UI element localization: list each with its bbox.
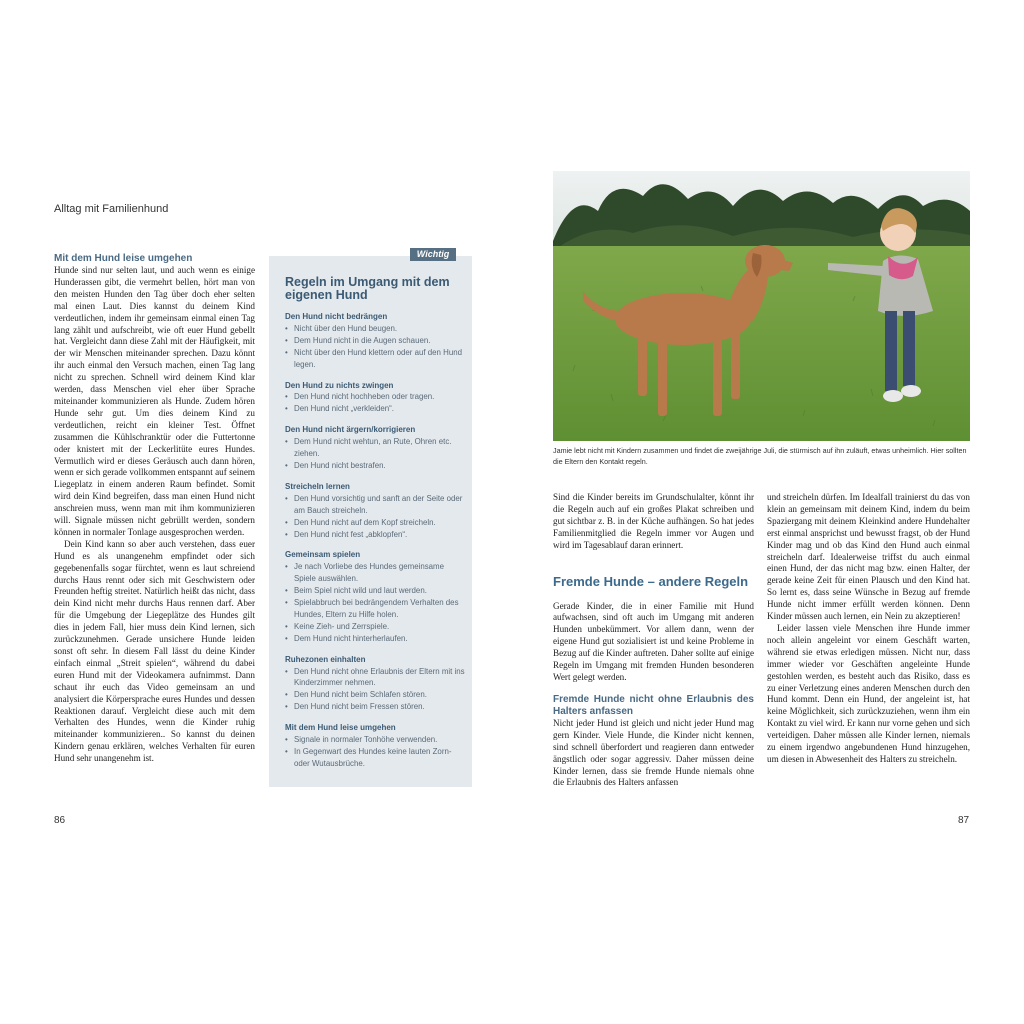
paragraph: Sind die Kinder bereits im Grundschulalter, könnt ihr die Regeln auch auf ein großes Plakat schreiben und gut sichtbar z. B. in der Küche aufhängen. So hat jedes Familienmitglied die Regeln immer vor Augen und wird im Tagesablauf daran erinnert.	[553, 492, 754, 550]
paragraph: Dein Kind kann so aber auch verstehen, dass euer Hund es als unangenehm empfindet oder sich gegebenenfalls sogar fürchtet, wenn es laut schreiend durchs Haus rennt oder sich mit Geschwistern oder Freunden heftig streitet. Natürlich heißt das nicht, dass dein Kind nicht mehr durchs Haus rennen darf. Aber für die Umgebung der Liegeplätze des Hundes gilt dies in jedem Fall, hier muss dein Kind lernen, sich zurückzunehmen. Gerade unsichere Hunde leiden sonst oft sehr. In diesem Fall lässt du deine Kinder einfach einmal „Streit spielen“, während du dabei euren Hund mit der Videokamera aufnimmst. Dann schaut ihr euch das Video gemeinsam an und analysiert die Körpersprache eures Hundes und dessen Reaktionen darauf. Vergleicht diese auch mit dem Verhalten des Hundes, wenn die Kinder ruhig miteinander kommunizieren.. So kannst du deinen Kindern genau erklären, welches Verhalten für euren Hund sehr unangenehm ist.	[54, 538, 255, 764]
right-column-2	[767, 492, 970, 766]
info-box-section-heading: Ruhezonen einhalten	[285, 654, 366, 664]
info-box-section-heading: Den Hund nicht ärgern/korrigieren	[285, 425, 416, 435]
info-box-list-item: • In Gegenwart des Hundes keine lauten Zorn- oder Wutausbrüche.	[285, 746, 465, 770]
photo-caption: Jamie lebt nicht mit Kindern zusammen und findet die zweijährige Juli, die stürmisch auf ihn zuläuft, etwas unheimlich. Hier sollten die Eltern den Kontakt regeln.	[553, 446, 967, 466]
paragraph: Nicht jeder Hund ist gleich und nicht jeder Hund mag gern Kinder. Viele Hunde, die Kinder nicht kennen, sind schnell überfordert und reagieren dann entweder ängstlich oder sogar aggressiv. Daher müssen deine Kinder lernen, dass sie fremde Hunde niemals ohne die Erlaubnis des Halters anfassen	[553, 717, 754, 788]
info-badge: Wichtig	[410, 248, 456, 261]
info-box-list	[285, 493, 465, 541]
paragraph: Gerade Kinder, die in einer Familie mit Hund aufwachsen, sind oft auch im Umgang mit anderen Hunden unbekümmert. Vor allem dann, wenn der eigene Hund gut sozialisiert ist und keine Probleme in Bezug auf die Kinder auftreten. Daher sollte auf einige Regeln im Umgang mit fremden Hunden besonderen Wert gelegt werden.	[553, 600, 754, 682]
paragraph: Leider lassen viele Menschen ihre Hunde immer noch allein angeleint vor einem Geschäft warten, während sie etwas erledigen müssen. Nicht nur, dass immer wieder vor Geschäften angeleinte Hunde gestohlen werden, es besteht auch das Risiko, dass es zu einer Verletzung eines anderen Menschen durch den Hund kommt. Denn ein Hund, der angeleint ist, hat keine Möglichkeit, sich zurückzuziehen, wenn ihm ein Kontakt zu viel wird. Er kann nur vorne gehen und sich verteidigen. Daher müssen alle Kinder lernen, niemals zu einem irgendwo angebundenen Hund hinzugehen, um diesen in Abwesenheit des Halters zu streicheln.	[767, 622, 970, 764]
info-box-list-item: • Spielabbruch bei bedrängendem Verhalten des Hundes, Eltern zu Hilfe holen.	[285, 597, 465, 621]
subheading: Fremde Hunde nicht ohne Erlaubnis des Halters anfassen	[553, 693, 754, 717]
paragraph: und streicheln dürfen. Im Idealfall trainierst du das von klein an gemeinsam mit deinem Kind, indem du beim Spaziergang mit deinem Kleinkind andere Hundehalter erst einmal ansprichst und bewusst fragst, ob der Hund Kinder mag und ob das Kind den Hund auch einmal streicheln darf. Idealerweise triffst du auch einmal einen Hund, der das nicht mag bzw. einen Halter, der gerade keine Zeit für einen Plausch und den Kind hat. So lernt es, dass seine Wünsche in Bezug auf fremde Hunde nicht immer erfüllt werden können. Denn Kinder müssen auch lernen, ein Nein zu akzeptieren!	[767, 492, 970, 622]
info-box-list-item: • Den Hund nicht hochheben oder tragen.	[285, 391, 465, 403]
info-box-section-heading: Den Hund nicht bedrängen	[285, 312, 388, 321]
info-box-list	[285, 561, 465, 644]
info-box-list-item: • Den Hund vorsichtig und sanft an der Seite oder am Bauch streicheln.	[285, 493, 465, 517]
info-box-section-heading: Mit dem Hund leise umgehen	[285, 723, 396, 733]
info-box-section-heading: Gemeinsam spielen	[285, 550, 361, 560]
info-box-section-heading: Streicheln lernen	[285, 481, 350, 491]
info-box-list-item: • Nicht über den Hund beugen.	[285, 323, 465, 335]
info-box-list-item: • Dem Hund nicht hinterherlaufen.	[285, 633, 465, 645]
info-box-body	[285, 311, 465, 779]
info-box-list	[285, 323, 465, 371]
info-box-list	[285, 391, 465, 415]
section-heading: Fremde Hunde – andere Regeln	[553, 573, 749, 589]
info-box-list-item: • Je nach Vorliebe des Hundes gemeinsame Spiele auswählen.	[285, 561, 465, 585]
info-box-list	[285, 436, 465, 472]
left-text-column	[54, 253, 255, 765]
info-box-list-item: • Beim Spiel nicht wild und laut werden.	[285, 585, 465, 597]
info-box-title: Regeln im Umgang mit dem eigenen Hund	[285, 275, 450, 302]
info-box-list	[285, 734, 465, 770]
page-number-right: 87	[958, 815, 970, 826]
page-number-left: 86	[54, 815, 66, 826]
info-box-list-item: • Den Hund nicht „verkleiden“.	[285, 403, 465, 415]
info-box-list-item: • Nicht über den Hund klettern oder auf den Hund legen.	[285, 347, 465, 371]
running-head: Alltag mit Familienhund	[54, 203, 169, 215]
info-box-list-item: • Signale in normaler Tonhöhe verwenden.	[285, 734, 465, 746]
info-box-list	[285, 666, 465, 714]
photo-dog-and-child	[553, 171, 970, 441]
info-box-list-item: • Den Hund nicht beim Fressen stören.	[285, 701, 465, 713]
right-column-1	[553, 492, 754, 789]
info-box-list-item: • Den Hund nicht fest „abklopfen“.	[285, 529, 465, 541]
info-box-list-item: • Den Hund nicht ohne Erlaubnis der Eltern mit ins Kinderzimmer nehmen.	[285, 666, 465, 690]
info-box-list-item: • Den Hund nicht beim Schlafen stören.	[285, 689, 465, 701]
info-box-list-item: • Den Hund nicht bestrafen.	[285, 460, 465, 472]
info-box-list-item: • Keine Zieh- und Zerrspiele.	[285, 621, 465, 633]
paragraph: Hunde sind nur selten laut, und auch wenn es einige Hunderassen gibt, die vermehrt bellen, hört man von den meisten Hunden den Tag über doch eher selten mal einen Laut. Dies kannst du deinem Kind verdeutlichen, indem ihr gemeinsam einmal einen Tag lang zählt und aufschreibt, wie oft euer Hund gebellt hat. Vergleicht dann diese Zahl mit der Häufigkeit, mit der wir Menschen miteinander sprechen. Dazu könnt ihr auch einmal den Versuch machen, einen Tag lang nicht zu sprechen. Schnell wird deinem Kind klar werden, dass Menschen viel eher über Sprache miteinander kommunizieren als Hunde. Zudem hören Hunde sehr gut. Um dies deinem Kind zu verdeutlichen, reicht ein kleiner Test. Öffnet zusammen die Kühlschranktür oder die Futtertonne oder knistert mit der Leckerlitüte eures Hundes. Vermutlich wird er dieses Geräusch auch dann hören, wenn er sich gerade vollkommen entspannt auf seinem Liegeplatz in einem anderen Raum befindet. Somit wird dein Kind begreifen, dass man einen Hund nicht anschreien muss, wenn man mit ihm kommunizieren will. Signale müssen nicht gebrüllt werden, sondern können in normaler Tonlage ausgesprochen werden.	[54, 265, 255, 537]
section-title: Mit dem Hund leise umgehen	[54, 253, 193, 264]
info-box-section-heading: Den Hund zu nichts zwingen	[285, 380, 394, 390]
info-box-list-item: • Dem Hund nicht wehtun, an Rute, Ohren etc. ziehen.	[285, 436, 465, 460]
info-box-list-item: • Dem Hund nicht in die Augen schauen.	[285, 335, 465, 347]
info-box-list-item: • Den Hund nicht auf dem Kopf streicheln.	[285, 517, 465, 529]
